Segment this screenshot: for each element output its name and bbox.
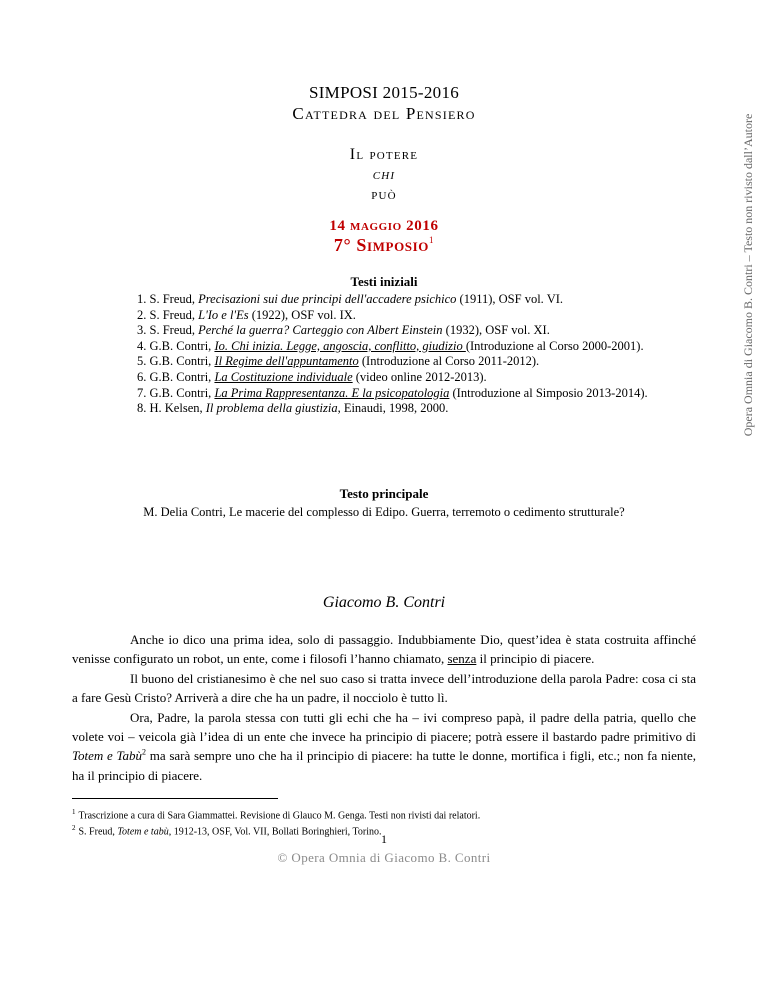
footnote-ref-2[interactable]: 2 [142, 748, 147, 758]
paragraph: Anche io dico una prima idea, solo di passaggio. Indubbiamente Dio, quest’idea è stata costruita affinché venisse configurato un robot, un ente, come i filosofi l’hanno chiamato, senza il principio di piacere. [72, 632, 696, 667]
reference-link[interactable]: Il Regime dell'appuntamento [214, 354, 359, 369]
list-item: 2. S. Freud, L'Io e l'Es (1922), OSF vol. IX. [137, 307, 356, 322]
series-subtitle: Cattedra del Pensiero [292, 104, 476, 123]
list-item: 6. G.B. Contri, La Costituzione individuale (video online 2012-2013). [137, 369, 487, 384]
list-item: 1. S. Freud, Precisazioni sui due principi dell'accadere psichico (1911), OSF vol. VI. [137, 292, 564, 306]
footnote-2: $^2$ S. Freud, Totem e tabù, 1912-13, OSF, Vol. VII, Bollati Boringhieri, Torino. [72, 824, 382, 838]
event-date: 14 maggio 2016 [329, 218, 439, 234]
simposio-number [0, 235, 768, 256]
reference-link[interactable]: Io. Chi inizia. Legge, angoscia, conflitto, giudizio [214, 338, 466, 353]
reference-link[interactable]: La Prima Rappresentanza. E la psicopatologia [214, 385, 450, 400]
initial-texts-heading: Testi iniziali [350, 274, 418, 289]
footnote-1: $^1$ Trascrizione a cura di Sara Giammattei. Revisione di Glauco M. Genga. Testi non rivisti dai relatori. [72, 808, 481, 822]
copyright-footer: © Opera Omnia di Giacomo B. Contri [277, 850, 491, 865]
topic-line-2: chi [372, 166, 396, 183]
topic-line-1: Il potere [349, 146, 419, 163]
sidebar-vertical-note: Opera Omnia di Giacomo B. Contri – Testo non rivisto dall’Autore [741, 113, 755, 437]
list-item: 8. H. Kelsen, Il problema della giustizia, Einaudi, 1998, 2000. [137, 401, 449, 416]
topic-line-3: può [371, 186, 397, 203]
simposio-label: 7° Simposio [333, 235, 429, 255]
list-item: 5. G.B. Contri, Il Regime dell'appuntamento (Introduzione al Corso 2011-2012). [137, 354, 540, 369]
page-number: 1 [381, 832, 387, 846]
initial-texts-list [137, 292, 657, 417]
main-text-heading: Testo principale [339, 486, 429, 501]
list-item: 7. G.B. Contri, La Prima Rappresentanza. E la psicopatologia (Introduzione al Simposio 2013-2014). [137, 385, 648, 400]
reference-link[interactable]: La Costituzione individuale [214, 369, 353, 384]
body-text [72, 630, 696, 785]
list-item: 4. G.B. Contri, Io. Chi inizia. Legge, angoscia, conflitto, giudizio (Introduzione al Corso 2000-2001). [137, 338, 644, 353]
speaker-name: Giacomo B. Contri [322, 594, 446, 611]
paragraph: Il buono del cristianesimo è che nel suo caso si tratta invece dell’introduzione della parola Padre: cosa ci sta a fare Gesù Cristo? Arriverà a dire che ha un padre, il nocciolo è tutto lì. [72, 670, 696, 706]
list-item: 3. S. Freud, Perché la guerra? Carteggio con Albert Einstein (1932), OSF vol. XI. [137, 323, 550, 338]
series-title: SIMPOSI 2015-2016 [308, 83, 460, 102]
paragraph: Ora, Padre, la parola stessa con tutti gli echi che ha – ivi compreso papà, il padre della patria, quello che volete voi – veicola già l’idea di un ente che invece ha principio di piacere; potrà essere il bastardo padre primitivo di Totem e Tabù$^2$ ma sarà sempre uno che ha il principio di piacere: ha tutte le donne, mortifica i figli, etc.; non fa niente, ha il principio di piacere. [72, 709, 696, 783]
main-text-reference: M. Delia Contri, Le macerie del complesso di Edipo. Guerra, terremoto o cedimento strutturale? [143, 505, 625, 519]
footnote-divider [72, 798, 278, 799]
footnote-ref-1[interactable]: 1 [428, 235, 435, 245]
